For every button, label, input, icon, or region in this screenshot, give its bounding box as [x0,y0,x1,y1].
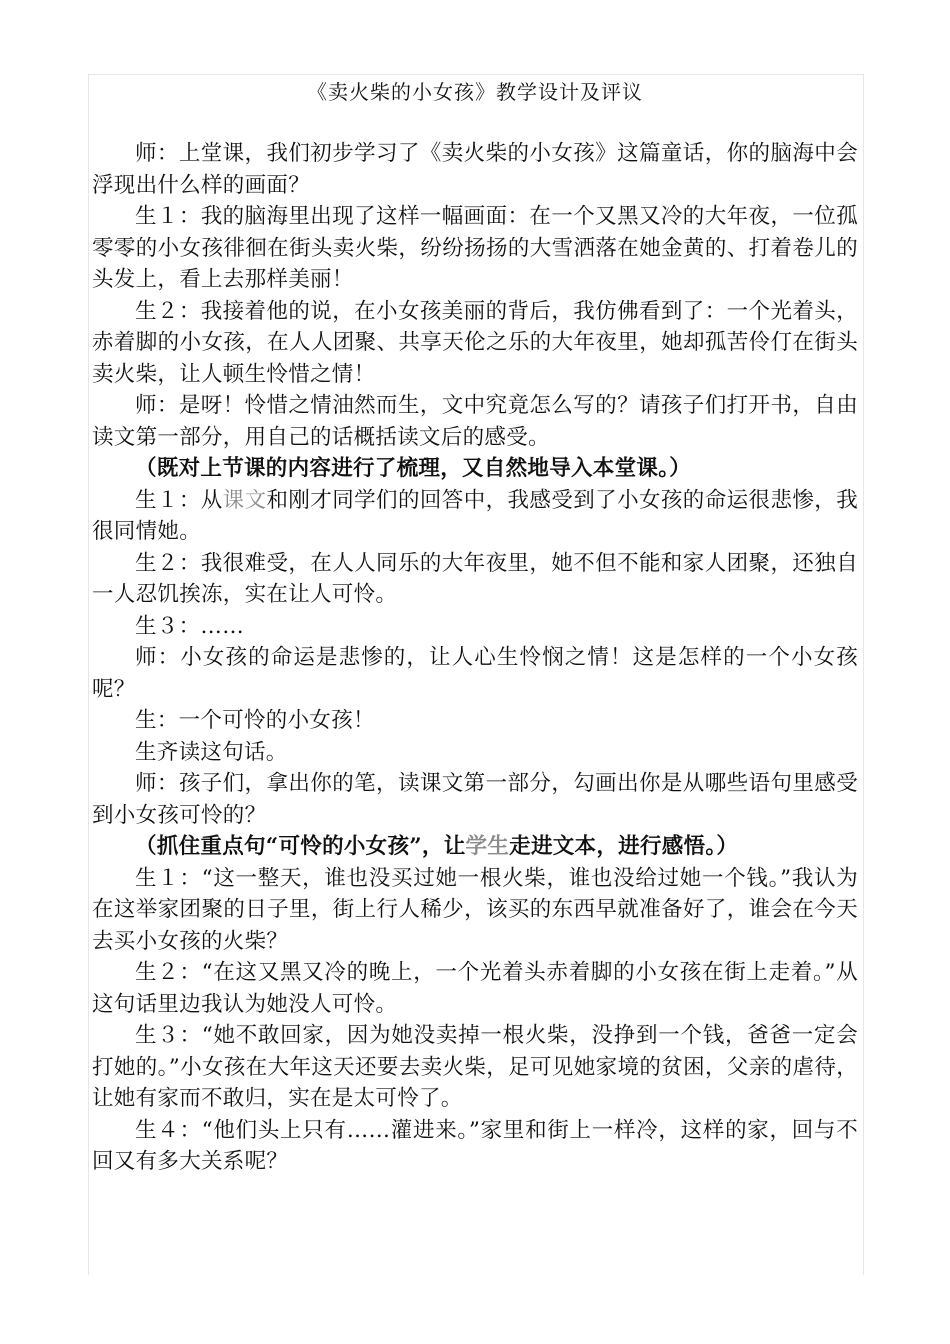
paragraph: 生齐读这句话。 [135,739,288,765]
paragraph: 师：是呀！怜惜之情油然而生，文中究竟怎么写的？请孩子们打开书，自由读文第一部分，用自己的话概括读文后的感受。 [92,393,858,450]
commentary-note: （既对上节课的内容进行了梳理，又自然地导入本堂课。） [135,456,692,481]
paragraph: 生１：“这一整天，谁也没买过她一根火柴，谁也没给过她一个钱。”我认为在这举家团聚的日子里，街上行人稀少，该买的东西早就准备好了，谁会在今天去买小女孩的火柴？ [92,865,858,954]
paragraph: 生２：我很难受，在人人同乐的大年夜里，她不但不能和家人团聚，还独自一人忍饥挨冻，实在让人可怜。 [92,550,858,607]
paragraph-text: 生１：从 [135,487,223,513]
paragraph: 师：小女孩的命运是悲惨的，让人心生怜悯之情！这是怎样的一个小女孩呢？ [92,645,858,702]
paragraph: 生３：“她不敢回家，因为她没卖掉一根火柴，没挣到一个钱，爸爸一定会打她的。”小女孩在大年这天还要去卖火柴，足可见她家境的贫困，父亲的虐待，让她有家而不敢归，实在是太可怜了。 [92,1023,858,1111]
paragraph-text: 和刚才同学们的回答中，我感受到了小女孩的命运很悲惨，我很同情她。 [92,487,858,544]
document-title: 《卖火柴的小女孩》教学设计及评议 [307,80,643,104]
highlighted-word: 课文 [222,487,267,513]
paragraph: 生３：…… [135,613,245,639]
paragraph: 生：一个可怜的小女孩！ [135,708,375,733]
paragraph: 师：孩子们，拿出你的笔，读课文第一部分，勾画出你是从哪些语句里感受到小女孩可怜的？ [92,771,858,828]
paragraph: 生１：我的脑海里出现了这样一幅画面：在一个又黑又冷的大年夜，一位孤零零的小女孩徘徊在街头卖火柴，纷纷扬扬的大雪洒落在她金黄的、打着卷儿的头发上，看上去那样美丽！ [92,204,858,292]
paragraph-text: 走进文本，进行感悟。） [509,834,739,859]
paragraph: 生２：我接着他的说，在小女孩美丽的背后，我仿佛看到了：一个光着头，赤着脚的小女孩，在人人团聚、共享天伦之乐的大年夜里，她却孤苦伶仃在街头卖火柴，让人顿生怜惜之情！ [92,298,858,387]
paragraph: 生４：“他们头上只有……灌进来。”家里和街上一样冷，这样的家，回与不回又有多大关系呢？ [92,1117,858,1174]
paragraph-text: （抓住重点句“可怜的小女孩”，让 [135,834,466,859]
highlighted-word: 学生 [465,834,510,859]
paragraph [92,485,858,548]
commentary-note [92,831,858,863]
paragraph: 师：上堂课，我们初步学习了《卖火柴的小女孩》这篇童话，你的脑海中会浮现出什么样的画面？ [92,141,858,198]
document-body [92,138,858,1178]
paragraph: 生２：“在这又黑又冷的晚上，一个光着头赤着脚的小女孩在街上走着。”从这句话里边我认为她没人可怜。 [92,960,858,1017]
